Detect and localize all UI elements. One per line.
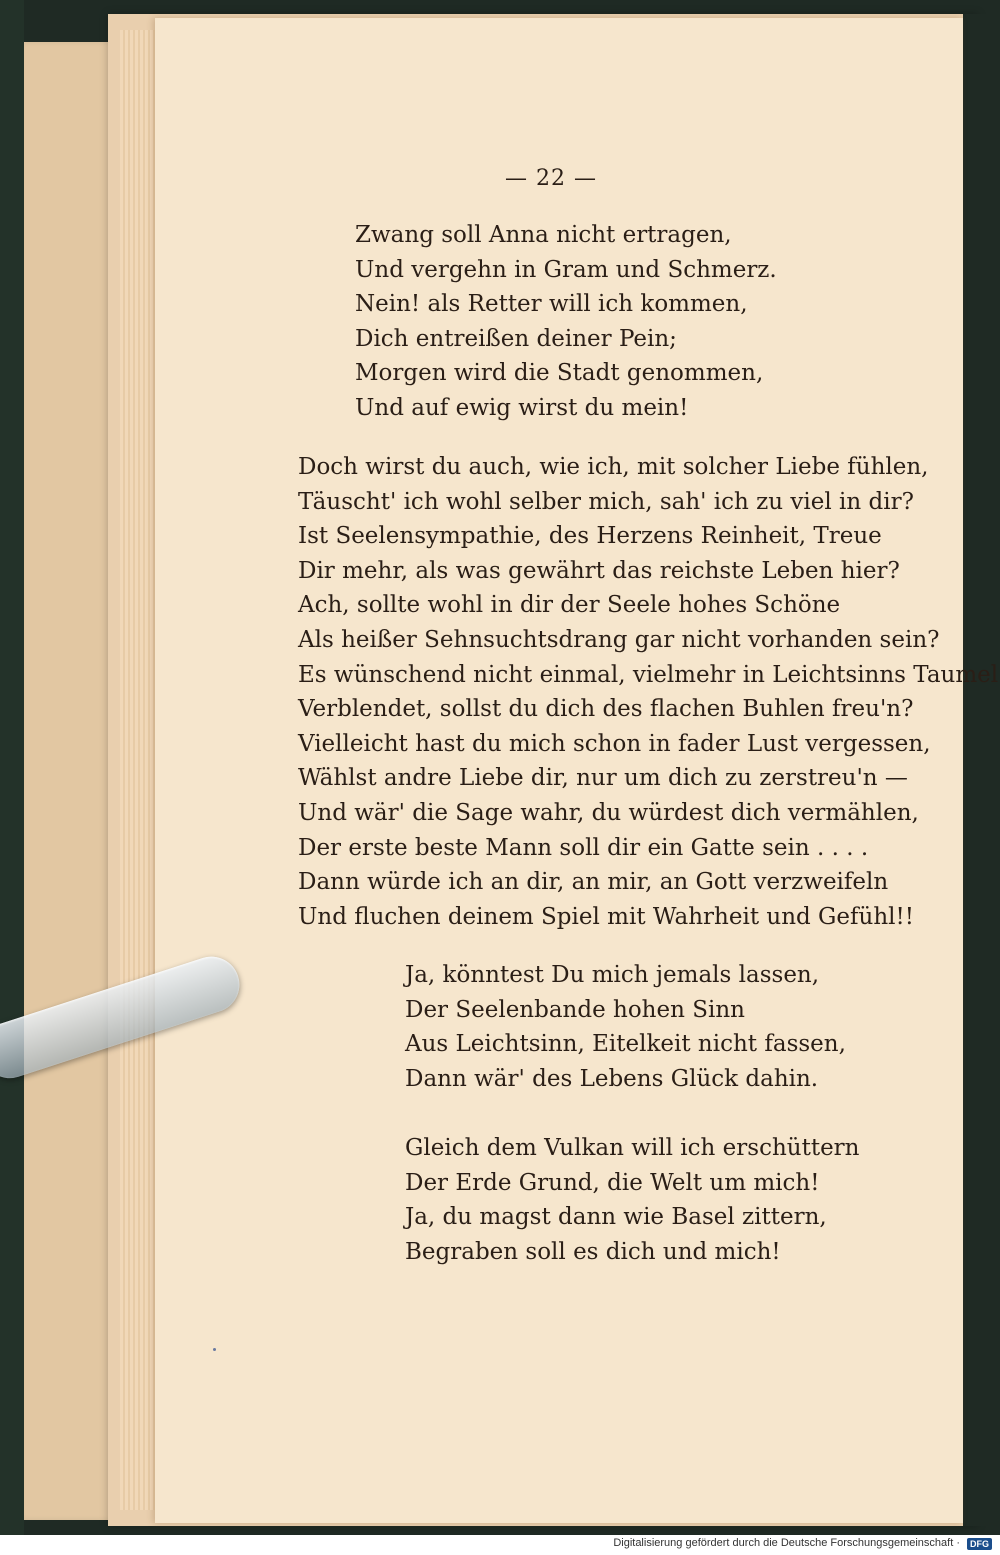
stanza-3 xyxy=(405,958,846,1096)
verse-line: Und vergehn in Gram und Schmerz. xyxy=(355,256,777,283)
stanza-4 xyxy=(405,1131,860,1269)
verse-line: Täuscht' ich wohl selber mich, sah' ich zu viel in dir? xyxy=(298,488,914,515)
ink-dot xyxy=(213,1348,216,1351)
verse-line: Ach, sollte wohl in dir der Seele hohes Schöne xyxy=(298,592,841,619)
verse-line: Und auf ewig wirst du mein! xyxy=(355,394,689,421)
verse-line: Wählst andre Liebe dir, nur um dich zu zerstreu'n — xyxy=(298,765,908,792)
verse-line: Zwang soll Anna nicht ertragen, xyxy=(355,222,732,248)
verse-line: Es wünschend nicht einmal, vielmehr in Leichtsinns Taumel xyxy=(298,661,999,688)
verse-line: Dir mehr, als was gewährt das reichste Leben hier? xyxy=(298,557,900,584)
verse-line: Doch wirst du auch, wie ich, mit solcher Liebe fühlen, xyxy=(298,454,929,480)
verse-line: Vielleicht hast du mich schon in fader Lust vergessen, xyxy=(298,730,931,757)
digitization-credit: Digitalisierung gefördert durch die Deutsche Forschungsgemeinschaft · xyxy=(613,1537,960,1549)
verse-line: Der Seelenbande hohen Sinn xyxy=(405,996,745,1023)
verse-line: Nein! als Retter will ich kommen, xyxy=(355,291,748,317)
verse-line: Und wär' die Sage wahr, du würdest dich vermählen, xyxy=(298,799,919,826)
verse-line: Begraben soll es dich und mich! xyxy=(405,1238,781,1265)
stanza-2 xyxy=(298,450,998,934)
verse-line: Der erste beste Mann soll dir ein Gatte sein . . . . xyxy=(298,834,869,861)
verse-line: Der Erde Grund, die Welt um mich! xyxy=(405,1169,820,1196)
book-board-left xyxy=(0,0,24,1535)
page-edges xyxy=(120,30,160,1510)
verse-line: Dich entreißen deiner Pein; xyxy=(355,325,677,352)
verse-line: Dann würde ich an dir, an mir, an Gott verzweifeln xyxy=(298,869,889,896)
verse-line: Aus Leichtsinn, Eitelkeit nicht fassen, xyxy=(405,1031,846,1057)
verse-line: Dann wär' des Lebens Glück dahin. xyxy=(405,1065,819,1092)
dfg-logo-icon: DFG xyxy=(967,1538,992,1550)
stanza-1 xyxy=(355,218,777,425)
verse-line: Ja, könntest Du mich jemals lassen, xyxy=(405,962,820,988)
verse-line: Als heißer Sehnsuchtsdrang gar nicht vorhanden sein? xyxy=(298,626,940,653)
verse-line: Morgen wird die Stadt genommen, xyxy=(355,360,764,386)
verse-line: Und fluchen deinem Spiel mit Wahrheit und Gefühl!! xyxy=(298,903,915,930)
page-number: — 22 — xyxy=(505,166,597,191)
verse-line: Ist Seelensympathie, des Herzens Reinheit, Treue xyxy=(298,523,882,550)
verse-line: Verblendet, sollst du dich des flachen Buhlen freu'n? xyxy=(298,696,914,723)
verse-line: Gleich dem Vulkan will ich erschüttern xyxy=(405,1135,860,1161)
verse-line: Ja, du magst dann wie Basel zittern, xyxy=(405,1204,827,1230)
